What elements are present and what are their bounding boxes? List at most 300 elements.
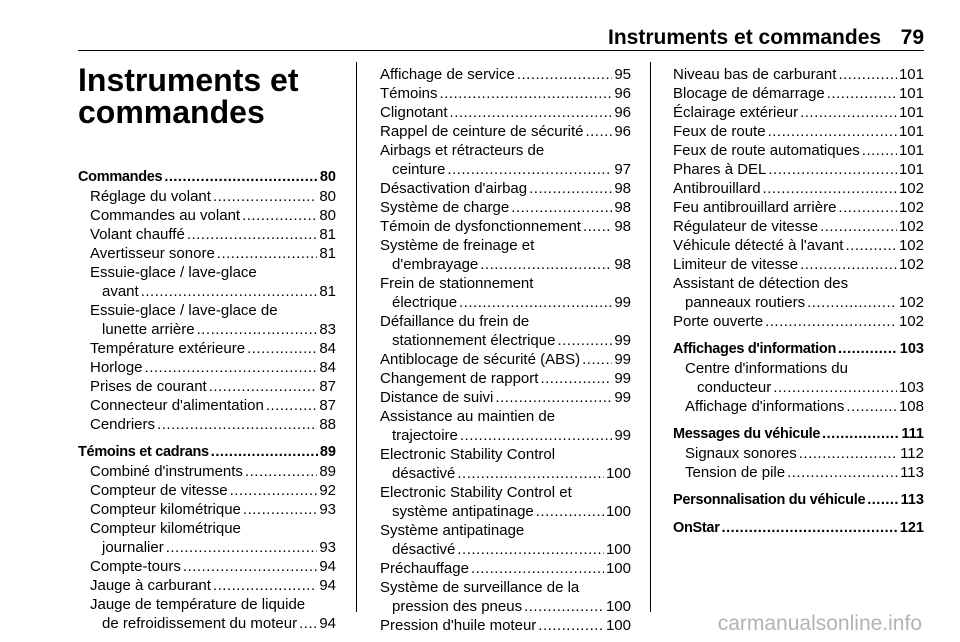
toc-entry-title: Assistance au maintien de xyxy=(380,408,556,425)
toc-page-number: 94 xyxy=(319,615,336,632)
toc-column-2 xyxy=(380,65,631,635)
dot-leader xyxy=(800,103,897,122)
toc-entry-line xyxy=(673,519,924,538)
toc-entry-title: avant xyxy=(102,283,139,300)
toc-entry-line xyxy=(90,206,336,225)
toc-entry-title: Commandes au volant xyxy=(90,207,241,224)
toc-entry-line xyxy=(90,481,336,500)
toc-entry-title: Système antipatinage xyxy=(380,522,525,539)
dot-leader xyxy=(773,378,897,397)
chapter-title-line-1: Instruments et xyxy=(78,62,299,98)
toc-entry-title: Réglage du volant xyxy=(90,188,211,205)
chapter-title-line-2: commandes xyxy=(78,94,265,130)
toc-entry[interactable] xyxy=(78,377,336,396)
toc-page-number: 84 xyxy=(319,359,336,376)
dot-leader xyxy=(585,122,612,141)
dot-leader xyxy=(495,388,612,407)
toc-entry-line xyxy=(90,415,336,434)
toc-entry-line xyxy=(380,160,631,179)
toc-entry-line xyxy=(78,168,336,187)
watermark: carmanualsonline.info xyxy=(717,612,922,635)
toc-page-number: 89 xyxy=(319,444,336,460)
toc-entry-line xyxy=(685,463,924,482)
toc-entry-title: Température extérieure xyxy=(90,340,246,357)
toc-entry-line xyxy=(380,464,631,483)
toc-page-number: 87 xyxy=(319,378,336,395)
dot-leader xyxy=(183,557,317,576)
dot-leader xyxy=(845,236,896,255)
toc-entry-line xyxy=(673,179,924,198)
toc-entry-title: Rappel de ceinture de sécurité xyxy=(380,123,584,140)
toc-entry-line xyxy=(380,312,631,331)
toc-entry-title: Horloge xyxy=(90,359,143,376)
toc-entry-line xyxy=(380,521,631,540)
toc-entry[interactable] xyxy=(78,557,336,576)
toc-entry-line xyxy=(673,312,924,331)
dot-leader xyxy=(447,160,612,179)
toc-page-number: 99 xyxy=(614,370,631,387)
toc-entry[interactable] xyxy=(380,103,631,122)
dot-leader xyxy=(529,179,612,198)
toc-entry[interactable] xyxy=(380,217,631,236)
toc-page-number: 92 xyxy=(319,482,336,499)
dot-leader xyxy=(536,502,604,521)
toc-entry-title: trajectoire xyxy=(392,427,458,444)
toc-entry[interactable] xyxy=(380,350,631,369)
toc-entry[interactable] xyxy=(673,217,924,236)
toc-entry-line xyxy=(380,426,631,445)
dot-leader xyxy=(763,179,897,198)
dot-leader xyxy=(245,462,317,481)
toc-entry-title: Distance de suivi xyxy=(380,389,494,406)
toc-entry-title: désactivé xyxy=(392,465,456,482)
toc-entry-line xyxy=(380,616,631,635)
toc-entry[interactable] xyxy=(78,462,336,481)
toc-entry[interactable] xyxy=(380,483,631,521)
toc-entry-line xyxy=(685,378,924,397)
toc-page-number: 103 xyxy=(899,341,924,357)
dot-leader xyxy=(243,500,317,519)
toc-entry-line xyxy=(90,500,336,519)
toc-page-number: 96 xyxy=(614,104,631,121)
toc-entry-line xyxy=(673,491,924,510)
toc-page-number: 99 xyxy=(614,351,631,368)
toc-page-number: 121 xyxy=(899,520,924,536)
toc-entry-line xyxy=(380,198,631,217)
dot-leader xyxy=(166,538,318,557)
toc-entry-title: Compteur kilométrique xyxy=(90,520,241,537)
toc-entry-line xyxy=(90,576,336,595)
toc-entry-title: Combiné d'instruments xyxy=(90,463,243,480)
dot-leader xyxy=(164,168,318,187)
toc-entry-title: d'embrayage xyxy=(392,256,479,273)
toc-entry[interactable] xyxy=(673,84,924,103)
toc-entry[interactable] xyxy=(673,103,924,122)
toc-entry-line xyxy=(380,274,631,293)
toc-entry[interactable] xyxy=(78,301,336,339)
toc-page-number: 100 xyxy=(605,541,631,558)
toc-entry-title: Centre d'informations du xyxy=(685,360,848,377)
dot-leader xyxy=(230,481,318,500)
dot-leader xyxy=(517,65,613,84)
toc-page-number: 100 xyxy=(605,598,631,615)
toc-entry[interactable] xyxy=(380,274,631,312)
toc-section-entry[interactable] xyxy=(673,491,924,510)
toc-entry[interactable] xyxy=(380,179,631,198)
dot-leader xyxy=(217,244,318,263)
toc-section-entry[interactable] xyxy=(673,519,924,538)
toc-entry[interactable] xyxy=(673,198,924,217)
toc-entry-line xyxy=(90,519,336,538)
toc-page-number: 97 xyxy=(614,161,631,178)
toc-entry-title: Affichage d'informations xyxy=(685,398,845,415)
toc-entry[interactable] xyxy=(380,578,631,616)
toc-entry-line xyxy=(90,320,336,339)
toc-page-number: 99 xyxy=(614,332,631,349)
toc-section-entry[interactable] xyxy=(78,443,336,462)
dot-leader xyxy=(862,141,897,160)
toc-entry-line xyxy=(380,407,631,426)
toc-entry-line xyxy=(685,397,924,416)
toc-entry-title: Affichage de service xyxy=(380,66,515,83)
toc-entry-title: Compteur de vitesse xyxy=(90,482,228,499)
toc-entry-line xyxy=(380,141,631,160)
toc-page-number: 100 xyxy=(605,617,631,634)
header-rule xyxy=(78,50,924,51)
section-gap xyxy=(673,416,924,425)
dot-leader xyxy=(768,160,897,179)
toc-entry-line xyxy=(380,502,631,521)
toc-entry-line xyxy=(90,282,336,301)
toc-entry-line xyxy=(673,217,924,236)
dot-leader xyxy=(145,358,318,377)
dot-leader xyxy=(524,597,604,616)
toc-entry[interactable] xyxy=(78,263,336,301)
dot-leader xyxy=(838,340,898,359)
toc-entry-title: système antipatinage xyxy=(392,503,534,520)
dot-leader xyxy=(822,425,899,444)
toc-entry[interactable] xyxy=(673,274,924,312)
toc-page-number: 99 xyxy=(614,389,631,406)
toc-entry-title: Cendriers xyxy=(90,416,156,433)
toc-entry-title: Phares à DEL xyxy=(673,161,767,178)
toc-page-number: 87 xyxy=(319,397,336,414)
toc-page-number: 94 xyxy=(319,577,336,594)
toc-entry-title: stationnement électrique xyxy=(392,332,556,349)
toc-entry-line xyxy=(685,359,924,378)
toc-entry[interactable] xyxy=(380,236,631,274)
toc-entry[interactable] xyxy=(673,65,924,84)
toc-page-number: 103 xyxy=(898,379,924,396)
toc-entry-line xyxy=(380,179,631,198)
toc-entry[interactable] xyxy=(380,141,631,179)
toc-entry-title: Connecteur d'alimentation xyxy=(90,397,264,414)
toc-entry-title: Feux de route xyxy=(673,123,766,140)
toc-entry-title: Tension de pile xyxy=(685,464,786,481)
toc-entry-title: conducteur xyxy=(697,379,772,396)
toc-page-number: 98 xyxy=(614,199,631,216)
dot-leader xyxy=(266,396,318,415)
toc-entry-title: Assistant de détection des xyxy=(673,275,849,292)
toc-page-number: 101 xyxy=(898,142,924,159)
toc-entry-line xyxy=(78,443,336,462)
dot-leader xyxy=(799,444,898,463)
toc-entry-title: Feu antibrouillard arrière xyxy=(673,199,837,216)
toc-entry[interactable] xyxy=(380,84,631,103)
dot-leader xyxy=(197,320,318,339)
dot-leader xyxy=(583,217,612,236)
toc-entry-line xyxy=(90,225,336,244)
toc-entry-line xyxy=(673,84,924,103)
toc-entry-title: Electronic Stability Control et xyxy=(380,484,572,501)
section-gap xyxy=(78,434,336,443)
toc-section-entry[interactable] xyxy=(673,340,924,359)
toc-page-number: 113 xyxy=(900,464,924,481)
toc-entry-line xyxy=(673,141,924,160)
toc-entry-line xyxy=(673,236,924,255)
toc-entry[interactable] xyxy=(673,179,924,198)
dot-leader xyxy=(582,350,612,369)
toc-entry-title: Essuie-glace / lave-glace de xyxy=(90,302,278,319)
toc-entry[interactable] xyxy=(78,225,336,244)
toc-entry-line xyxy=(380,217,631,236)
toc-page-number: 98 xyxy=(614,218,631,235)
toc-entry-title: Limiteur de vitesse xyxy=(673,256,799,273)
toc-entry-title: Désactivation d'airbag xyxy=(380,180,528,197)
toc-entry[interactable] xyxy=(380,122,631,141)
toc-entry-line xyxy=(380,65,631,84)
toc-page-number: 102 xyxy=(898,256,924,273)
toc-page-number: 96 xyxy=(614,123,631,140)
toc-column-1 xyxy=(78,168,336,633)
toc-entry-title: Système de freinage et xyxy=(380,237,535,254)
toc-entry-title: de refroidissement du moteur xyxy=(102,615,298,632)
dot-leader xyxy=(457,464,604,483)
toc-entry[interactable] xyxy=(78,576,336,595)
toc-entry-title: Régulateur de vitesse xyxy=(673,218,819,235)
toc-page-number: 80 xyxy=(319,188,336,205)
toc-entry-title: lunette arrière xyxy=(102,321,195,338)
toc-page-number: 102 xyxy=(898,313,924,330)
toc-entry-title: Véhicule détecté à l'avant xyxy=(673,237,844,254)
toc-entry[interactable] xyxy=(380,407,631,445)
toc-entry[interactable] xyxy=(673,463,924,482)
toc-entry-line xyxy=(90,263,336,282)
toc-entry-title: Signaux sonores xyxy=(685,445,797,462)
toc-entry[interactable] xyxy=(673,236,924,255)
dot-leader xyxy=(247,339,317,358)
toc-entry-line xyxy=(90,244,336,263)
toc-entry-title: Avertisseur sonore xyxy=(90,245,215,262)
dot-leader xyxy=(450,103,613,122)
toc-page-number: 108 xyxy=(898,398,924,415)
toc-entry[interactable] xyxy=(673,444,924,463)
toc-entry-line xyxy=(673,425,924,444)
dot-leader xyxy=(557,331,612,350)
toc-page-number: 102 xyxy=(898,294,924,311)
toc-entry-title: Feux de route automatiques xyxy=(673,142,860,159)
toc-page-number: 94 xyxy=(319,558,336,575)
toc-entry[interactable] xyxy=(78,415,336,434)
dot-leader xyxy=(820,217,897,236)
toc-entry-line xyxy=(90,614,336,633)
dot-leader xyxy=(765,312,897,331)
toc-entry-line xyxy=(90,187,336,206)
running-head-title: Instruments et commandes xyxy=(608,26,882,49)
toc-entry[interactable] xyxy=(78,206,336,225)
dot-leader xyxy=(213,187,317,206)
toc-entry-title: Blocage de démarrage xyxy=(673,85,825,102)
dot-leader xyxy=(846,397,897,416)
toc-entry-line xyxy=(90,462,336,481)
dot-leader xyxy=(440,84,613,103)
toc-page-number: 111 xyxy=(901,426,924,442)
dot-leader xyxy=(157,415,317,434)
toc-page-number: 88 xyxy=(319,416,336,433)
toc-entry[interactable] xyxy=(380,616,631,635)
dot-leader xyxy=(838,198,897,217)
toc-entry[interactable] xyxy=(673,160,924,179)
toc-entry[interactable] xyxy=(673,359,924,397)
toc-entry[interactable] xyxy=(380,65,631,84)
toc-entry-title: Système de surveillance de la xyxy=(380,579,580,596)
toc-entry-title: Défaillance du frein de xyxy=(380,313,530,330)
toc-entry-title: pression des pneus xyxy=(392,598,523,615)
toc-entry-line xyxy=(673,65,924,84)
toc-page-number: 100 xyxy=(605,503,631,520)
toc-entry-title: Changement de rapport xyxy=(380,370,539,387)
toc-entry[interactable] xyxy=(380,445,631,483)
toc-page-number: 93 xyxy=(319,539,336,556)
toc-entry-line xyxy=(90,396,336,415)
toc-column-3 xyxy=(673,65,924,538)
toc-entry-line xyxy=(380,122,631,141)
toc-entry-title: OnStar xyxy=(673,520,720,536)
toc-entry-title: Airbags et rétracteurs de xyxy=(380,142,545,159)
dot-leader xyxy=(480,255,612,274)
toc-entry[interactable] xyxy=(673,255,924,274)
toc-page-number: 102 xyxy=(898,180,924,197)
toc-entry-line xyxy=(673,274,924,293)
dot-leader xyxy=(807,293,897,312)
toc-page-number: 102 xyxy=(898,199,924,216)
dot-leader xyxy=(768,122,897,141)
toc-entry-title: Éclairage extérieur xyxy=(673,104,799,121)
toc-page-number: 81 xyxy=(319,226,336,243)
toc-entry-line xyxy=(90,339,336,358)
toc-page-number: 98 xyxy=(614,180,631,197)
dot-leader xyxy=(722,519,898,538)
toc-page-number: 81 xyxy=(319,245,336,262)
toc-page-number: 98 xyxy=(614,256,631,273)
toc-entry-line xyxy=(685,444,924,463)
dot-leader xyxy=(459,293,612,312)
toc-entry-line xyxy=(380,597,631,616)
toc-entry[interactable] xyxy=(78,396,336,415)
toc-entry-line xyxy=(673,103,924,122)
toc-entry[interactable] xyxy=(78,187,336,206)
toc-entry[interactable] xyxy=(78,519,336,557)
toc-entry-title: Témoin de dysfonctionnement xyxy=(380,218,581,235)
toc-entry[interactable] xyxy=(673,397,924,416)
toc-entry-title: panneaux routiers xyxy=(685,294,806,311)
toc-entry-line xyxy=(673,255,924,274)
toc-entry-title: journalier xyxy=(102,539,164,556)
section-gap xyxy=(673,331,924,340)
toc-entry-line xyxy=(380,331,631,350)
chapter-title xyxy=(78,64,348,128)
dot-leader xyxy=(511,198,612,217)
toc-entry[interactable] xyxy=(673,122,924,141)
dot-leader xyxy=(800,255,897,274)
toc-entry[interactable] xyxy=(78,339,336,358)
toc-page-number: 113 xyxy=(900,492,924,508)
toc-entry[interactable] xyxy=(380,521,631,559)
toc-entry-line xyxy=(90,595,336,614)
toc-entry-line xyxy=(380,103,631,122)
toc-entry-title: Témoins xyxy=(380,85,438,102)
toc-section-entry[interactable] xyxy=(673,425,924,444)
toc-entry[interactable] xyxy=(380,198,631,217)
dot-leader xyxy=(787,463,898,482)
toc-entry-title: Electronic Stability Control xyxy=(380,446,556,463)
toc-entry[interactable] xyxy=(78,244,336,263)
toc-entry-line xyxy=(380,255,631,274)
toc-entry-line xyxy=(673,198,924,217)
toc-entry[interactable] xyxy=(380,559,631,578)
toc-entry-line xyxy=(90,377,336,396)
toc-entry-title: Personnalisation du véhicule xyxy=(673,492,866,508)
toc-entry-line xyxy=(380,559,631,578)
toc-entry-title: Messages du véhicule xyxy=(673,426,821,442)
toc-page-number: 95 xyxy=(614,66,631,83)
toc-page-number: 80 xyxy=(319,207,336,224)
toc-entry-line xyxy=(380,236,631,255)
toc-entry[interactable] xyxy=(380,388,631,407)
dot-leader xyxy=(838,65,897,84)
toc-entry[interactable] xyxy=(380,369,631,388)
dot-leader xyxy=(141,282,318,301)
section-gap xyxy=(673,510,924,519)
toc-page-number: 80 xyxy=(319,169,336,185)
toc-section-entry[interactable] xyxy=(78,168,336,187)
toc-entry-title: désactivé xyxy=(392,541,456,558)
toc-page-number: 101 xyxy=(898,123,924,140)
dot-leader xyxy=(211,443,318,462)
toc-page-number: 101 xyxy=(898,85,924,102)
toc-entry-line xyxy=(673,293,924,312)
toc-entry-line xyxy=(380,483,631,502)
toc-entry-line xyxy=(380,293,631,312)
toc-entry[interactable] xyxy=(78,481,336,500)
toc-entry[interactable] xyxy=(78,358,336,377)
toc-entry[interactable] xyxy=(78,500,336,519)
toc-entry-title: Pression d'huile moteur xyxy=(380,617,537,634)
toc-entry[interactable] xyxy=(380,312,631,350)
dot-leader xyxy=(187,225,318,244)
toc-page-number: 84 xyxy=(319,340,336,357)
toc-entry[interactable] xyxy=(673,141,924,160)
toc-page-number: 81 xyxy=(319,283,336,300)
dot-leader xyxy=(471,559,604,578)
toc-page-number: 112 xyxy=(900,445,924,462)
toc-entry[interactable] xyxy=(78,595,336,633)
toc-entry-title: Compteur kilométrique xyxy=(90,501,241,518)
toc-page-number: 96 xyxy=(614,85,631,102)
toc-page-number: 100 xyxy=(605,465,631,482)
toc-entry-line xyxy=(380,369,631,388)
toc-entry[interactable] xyxy=(673,312,924,331)
